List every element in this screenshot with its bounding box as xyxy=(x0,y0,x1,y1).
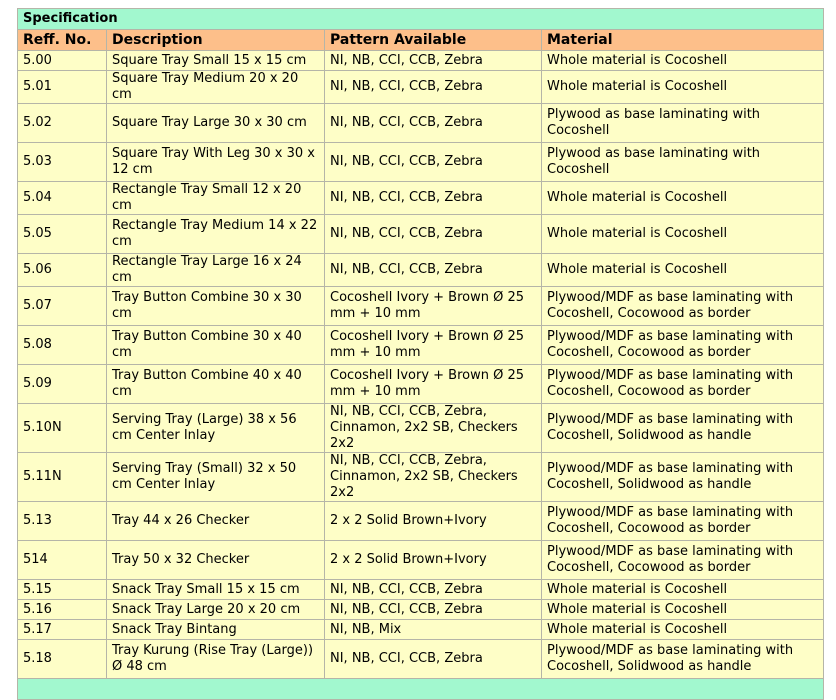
cell-material: Whole material is Cocoshell xyxy=(542,620,824,640)
cell-ref: 5.06 xyxy=(18,254,107,287)
table-row xyxy=(18,541,824,580)
table-row xyxy=(18,71,824,104)
cell-description: Tray 50 x 32 Checker xyxy=(107,541,325,580)
cell-description: Tray 44 x 26 Checker xyxy=(107,502,325,541)
table-row xyxy=(18,404,824,453)
cell-pattern: NI, NB, CCI, CCB, Zebra xyxy=(325,104,542,143)
cell-description: Tray Button Combine 30 x 30 cm xyxy=(107,287,325,326)
cell-pattern: 2 x 2 Solid Brown+Ivory xyxy=(325,541,542,580)
cell-ref: 5.11N xyxy=(18,453,107,502)
cell-description: Square Tray Medium 20 x 20 cm xyxy=(107,71,325,104)
table-row xyxy=(18,143,824,182)
table-row xyxy=(18,502,824,541)
table-row xyxy=(18,580,824,600)
cell-pattern: NI, NB, CCI, CCB, Zebra xyxy=(325,600,542,620)
cell-ref: 5.05 xyxy=(18,215,107,254)
cell-ref: 5.09 xyxy=(18,365,107,404)
cell-material: Plywood as base laminating with Cocoshell xyxy=(542,104,824,143)
cell-material: Plywood/MDF as base laminating with Cocoshell, Cocowood as border xyxy=(542,502,824,541)
cell-material: Plywood/MDF as base laminating with Cocoshell, Cocowood as border xyxy=(542,541,824,580)
cell-pattern: NI, NB, CCI, CCB, Zebra, Cinnamon, 2x2 SB, Checkers 2x2 xyxy=(325,453,542,502)
cell-description: Tray Button Combine 30 x 40 cm xyxy=(107,326,325,365)
cell-ref: 5.16 xyxy=(18,600,107,620)
table-row xyxy=(18,182,824,215)
cell-description: Tray Button Combine 40 x 40 cm xyxy=(107,365,325,404)
cell-description: Square Tray Large 30 x 30 cm xyxy=(107,104,325,143)
table-row xyxy=(18,51,824,71)
cell-material: Whole material is Cocoshell xyxy=(542,51,824,71)
cell-material: Plywood/MDF as base laminating with Cocoshell, Solidwood as handle xyxy=(542,640,824,679)
cell-description: Snack Tray Small 15 x 15 cm xyxy=(107,580,325,600)
specification-table xyxy=(17,8,824,700)
cell-ref: 5.08 xyxy=(18,326,107,365)
cell-pattern: Cocoshell Ivory + Brown Ø 25 mm + 10 mm xyxy=(325,326,542,365)
column-header-material: Material xyxy=(542,30,824,51)
cell-description: Rectangle Tray Small 12 x 20 cm xyxy=(107,182,325,215)
table-row xyxy=(18,254,824,287)
cell-pattern: NI, NB, CCI, CCB, Zebra xyxy=(325,182,542,215)
cell-material: Whole material is Cocoshell xyxy=(542,580,824,600)
cell-pattern: Cocoshell Ivory + Brown Ø 25 mm + 10 mm xyxy=(325,365,542,404)
cell-ref: 5.17 xyxy=(18,620,107,640)
table-row xyxy=(18,600,824,620)
table-title-row xyxy=(18,9,824,30)
cell-material: Whole material is Cocoshell xyxy=(542,71,824,104)
cell-description: Serving Tray (Large) 38 x 56 cm Center Inlay xyxy=(107,404,325,453)
cell-material: Whole material is Cocoshell xyxy=(542,600,824,620)
table-row xyxy=(18,287,824,326)
column-header-pattern: Pattern Available xyxy=(325,30,542,51)
cell-ref: 5.01 xyxy=(18,71,107,104)
cell-pattern: NI, NB, CCI, CCB, Zebra xyxy=(325,143,542,182)
cell-description: Snack Tray Bintang xyxy=(107,620,325,640)
column-header-description: Description xyxy=(107,30,325,51)
cell-material: Plywood/MDF as base laminating with Cocoshell, Cocowood as border xyxy=(542,365,824,404)
cell-ref: 514 xyxy=(18,541,107,580)
cell-pattern: NI, NB, CCI, CCB, Zebra xyxy=(325,640,542,679)
cell-pattern: NI, NB, CCI, CCB, Zebra xyxy=(325,254,542,287)
table-row xyxy=(18,640,824,679)
cell-pattern: NI, NB, CCI, CCB, Zebra xyxy=(325,51,542,71)
table-row xyxy=(18,215,824,254)
cell-ref: 5.18 xyxy=(18,640,107,679)
table-footer-row xyxy=(18,679,824,700)
cell-description: Snack Tray Large 20 x 20 cm xyxy=(107,600,325,620)
table-title: Specification xyxy=(18,9,824,30)
cell-ref: 5.02 xyxy=(18,104,107,143)
cell-material: Plywood/MDF as base laminating with Cocoshell, Solidwood as handle xyxy=(542,404,824,453)
cell-ref: 5.15 xyxy=(18,580,107,600)
table-row xyxy=(18,104,824,143)
cell-ref: 5.03 xyxy=(18,143,107,182)
table-row xyxy=(18,365,824,404)
cell-description: Square Tray With Leg 30 x 30 x 12 cm xyxy=(107,143,325,182)
cell-pattern: NI, NB, CCI, CCB, Zebra, Cinnamon, 2x2 SB, Checkers 2x2 xyxy=(325,404,542,453)
cell-description: Square Tray Small 15 x 15 cm xyxy=(107,51,325,71)
table-row xyxy=(18,453,824,502)
table-row xyxy=(18,620,824,640)
cell-ref: 5.07 xyxy=(18,287,107,326)
cell-ref: 5.13 xyxy=(18,502,107,541)
cell-material: Whole material is Cocoshell xyxy=(542,254,824,287)
cell-pattern: NI, NB, CCI, CCB, Zebra xyxy=(325,580,542,600)
cell-pattern: NI, NB, Mix xyxy=(325,620,542,640)
cell-description: Rectangle Tray Medium 14 x 22 cm xyxy=(107,215,325,254)
cell-material: Whole material is Cocoshell xyxy=(542,215,824,254)
table-footer xyxy=(18,679,824,700)
cell-ref: 5.10N xyxy=(18,404,107,453)
cell-material: Plywood/MDF as base laminating with Cocoshell, Cocowood as border xyxy=(542,287,824,326)
cell-ref: 5.04 xyxy=(18,182,107,215)
cell-description: Serving Tray (Small) 32 x 50 cm Center Inlay xyxy=(107,453,325,502)
cell-description: Tray Kurung (Rise Tray (Large)) Ø 48 cm xyxy=(107,640,325,679)
cell-material: Whole material is Cocoshell xyxy=(542,182,824,215)
table-row xyxy=(18,326,824,365)
cell-material: Plywood/MDF as base laminating with Cocoshell, Solidwood as handle xyxy=(542,453,824,502)
cell-material: Plywood/MDF as base laminating with Cocoshell, Cocowood as border xyxy=(542,326,824,365)
cell-pattern: NI, NB, CCI, CCB, Zebra xyxy=(325,215,542,254)
table-header-row xyxy=(18,30,824,51)
cell-pattern: Cocoshell Ivory + Brown Ø 25 mm + 10 mm xyxy=(325,287,542,326)
column-header-ref: Reff. No. xyxy=(18,30,107,51)
cell-pattern: 2 x 2 Solid Brown+Ivory xyxy=(325,502,542,541)
cell-ref: 5.00 xyxy=(18,51,107,71)
cell-material: Plywood as base laminating with Cocoshell xyxy=(542,143,824,182)
cell-pattern: NI, NB, CCI, CCB, Zebra xyxy=(325,71,542,104)
cell-description: Rectangle Tray Large 16 x 24 cm xyxy=(107,254,325,287)
